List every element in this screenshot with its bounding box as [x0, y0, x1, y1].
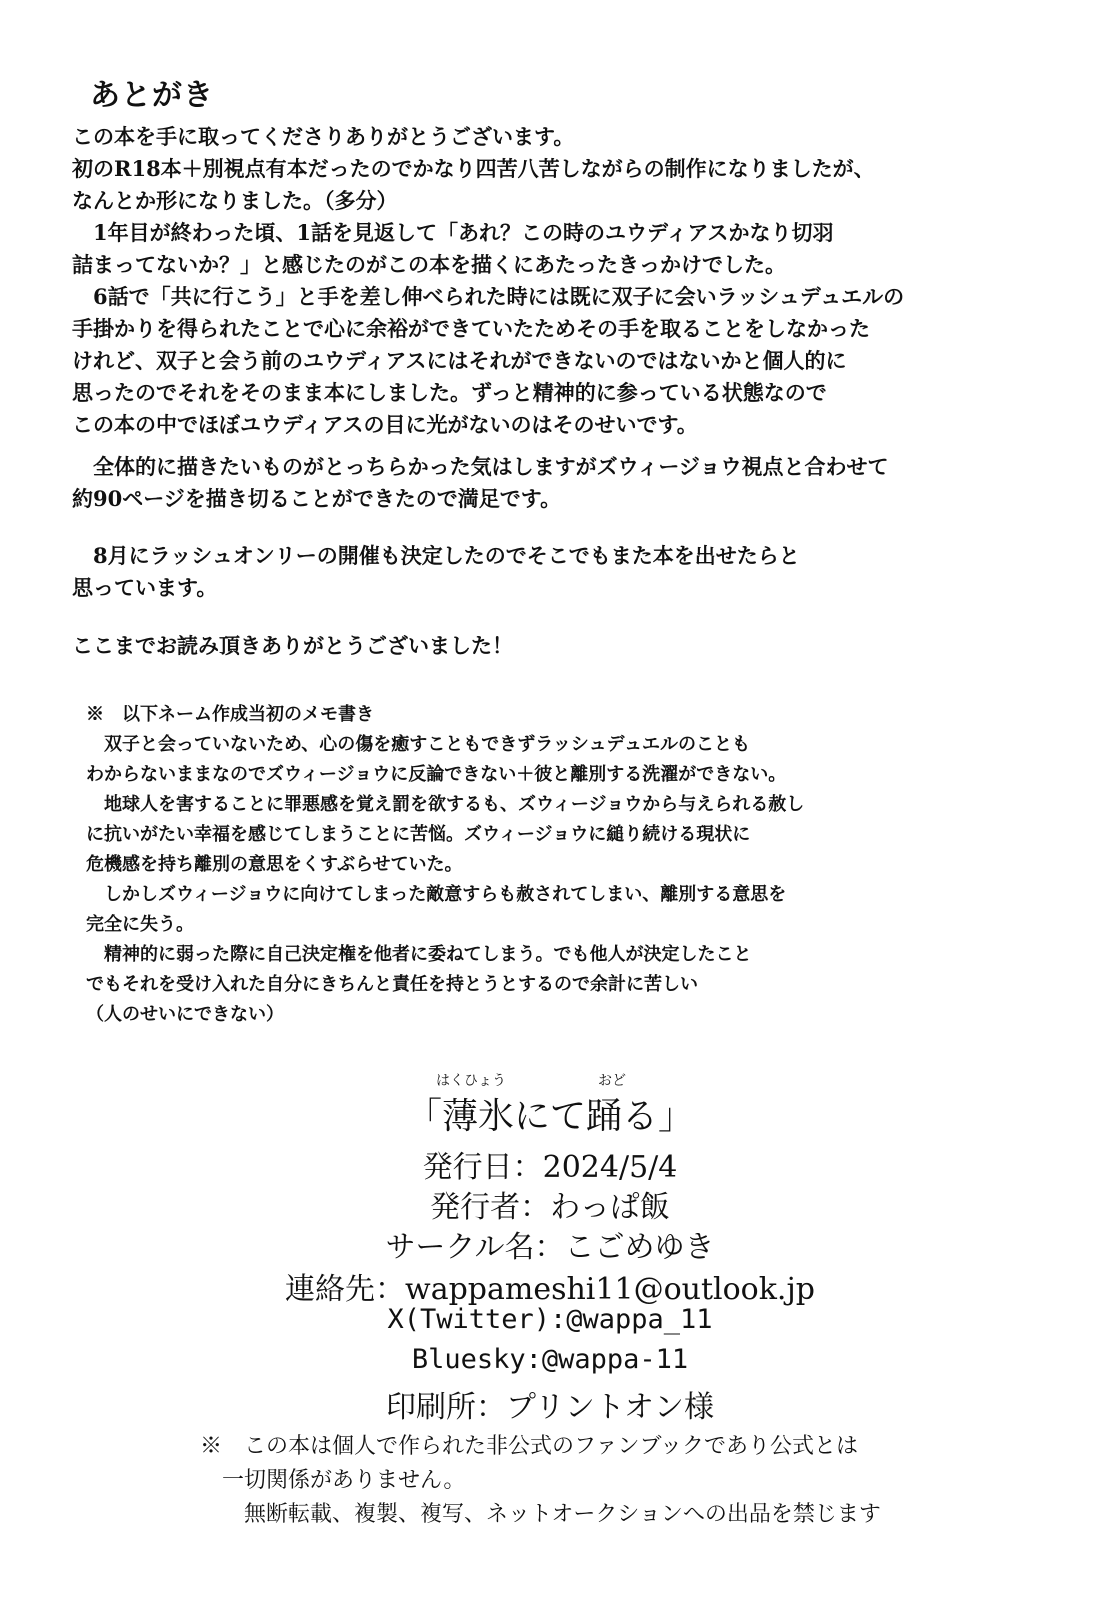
text-line: ここまでお読み頂きありがとうございました！: [72, 633, 513, 658]
memo-line: わからないままなのでズウィージョウに反論できない＋彼と離別する洗濯ができない。: [86, 764, 787, 785]
memo-line: （人のせいにできない）: [86, 1004, 284, 1025]
afterword-closing: [72, 630, 513, 662]
title-ruby-hakuhyou: はくひょう: [436, 1073, 506, 1089]
circle-name: サークル名：こごめゆき: [385, 1230, 715, 1265]
publisher: 発行者：わっぱ飯: [430, 1190, 670, 1225]
memo-line: 完全に失う。: [86, 914, 194, 935]
text-line: 初のR18本＋別視点有本だったのでかなり四苦八苦しながらの制作になりましたが、: [72, 156, 875, 181]
text-line: 手掛かりを得られたことで心に余裕ができていたためその手を取ることをしなかった: [72, 316, 870, 341]
bluesky-handle: Bluesky:@wappa-11: [411, 1344, 689, 1375]
disclaimer-line: ※ この本は個人で作られた非公式のファンブックであり公式とは: [200, 1434, 859, 1459]
printer: 印刷所：プリントオン様: [386, 1390, 714, 1425]
disclaimer: [200, 1430, 881, 1532]
twitter-handle: X(Twitter):@wappa_11: [387, 1304, 713, 1335]
disclaimer-line: 無断転載、複製、複写、ネットオークションへの出品を禁じます: [200, 1502, 881, 1527]
contact: 連絡先：wappameshi11@outlook.jp: [285, 1272, 815, 1307]
disclaimer-line: 一切関係がありません。: [200, 1468, 466, 1493]
text-line: けれど、双子と会う前のユウディアスにはそれができないのではないかと個人的に: [72, 348, 847, 373]
text-line: 詰まってないか？」と感じたのがこの本を描くにあたったきっかけでした。: [72, 252, 786, 277]
text-line: 約90ページを描き切ることができたので満足です。: [72, 486, 562, 511]
afterword-paragraph-3: [72, 540, 800, 604]
afterword-paragraph-1: [72, 121, 904, 441]
memo-line: ※ 以下ネーム作成当初のメモ書き: [86, 704, 374, 725]
book-title: 「薄氷にて踊る」: [405, 1096, 694, 1137]
text-line: 思ったのでそれをそのまま本にしました。ずっと精神的に参っている状態なので: [72, 380, 827, 405]
text-line: 8月にラッシュオンリーの開催も決定したのでそこでもまた本を出せたらと: [72, 543, 800, 568]
text-line: 1年目が終わった頃、1話を見返して「あれ？この時のユウディアスかなり切羽: [72, 220, 834, 245]
memo-line: でもそれを受け入れた自分にきちんと責任を持とうとするので余計に苦しい: [86, 974, 698, 995]
afterword-heading: あとがき: [90, 78, 214, 113]
memo-line: 地球人を害することに罪悪感を覚え罰を欲するも、ズウィージョウから与えられる赦し: [86, 794, 805, 815]
memo-line: しかしズウィージョウに向けてしまった敵意すらも赦されてしまい、離別する意思を: [86, 884, 787, 905]
text-line: 全体的に描きたいものがとっちらかった気はしますがズウィージョウ視点と合わせて: [72, 454, 889, 479]
publish-date: 発行日：2024/5/4: [422, 1150, 678, 1185]
memo-line: 精神的に弱った際に自己決定権を他者に委ねてしまう。でも他人が決定したこと: [86, 944, 752, 965]
afterword-paragraph-2: [72, 451, 888, 515]
memo-line: 双子と会っていないため、心の傷を癒すこともできずラッシュデュエルのことも: [86, 734, 751, 755]
memo-line: に抗いがたい幸福を感じてしまうことに苦悩。ズウィージョウに縋り続ける現状に: [86, 824, 751, 845]
text-line: この本の中でほぼユウディアスの目に光がないのはそのせいです。: [72, 412, 698, 437]
memo-notes: [86, 700, 804, 1030]
text-line: 6話で「共に行こう」と手を差し伸べられた時には既に双子に会いラッシュデュエルの: [72, 284, 905, 309]
text-line: なんとか形になりました。（多分）: [72, 188, 398, 213]
text-line: 思っています。: [72, 575, 218, 600]
text-line: この本を手に取ってくださりありがとうございます。: [72, 124, 575, 149]
title-ruby-odo: おど: [598, 1073, 626, 1089]
memo-line: 危機感を持ち離別の意思をくすぶらせていた。: [86, 854, 463, 875]
